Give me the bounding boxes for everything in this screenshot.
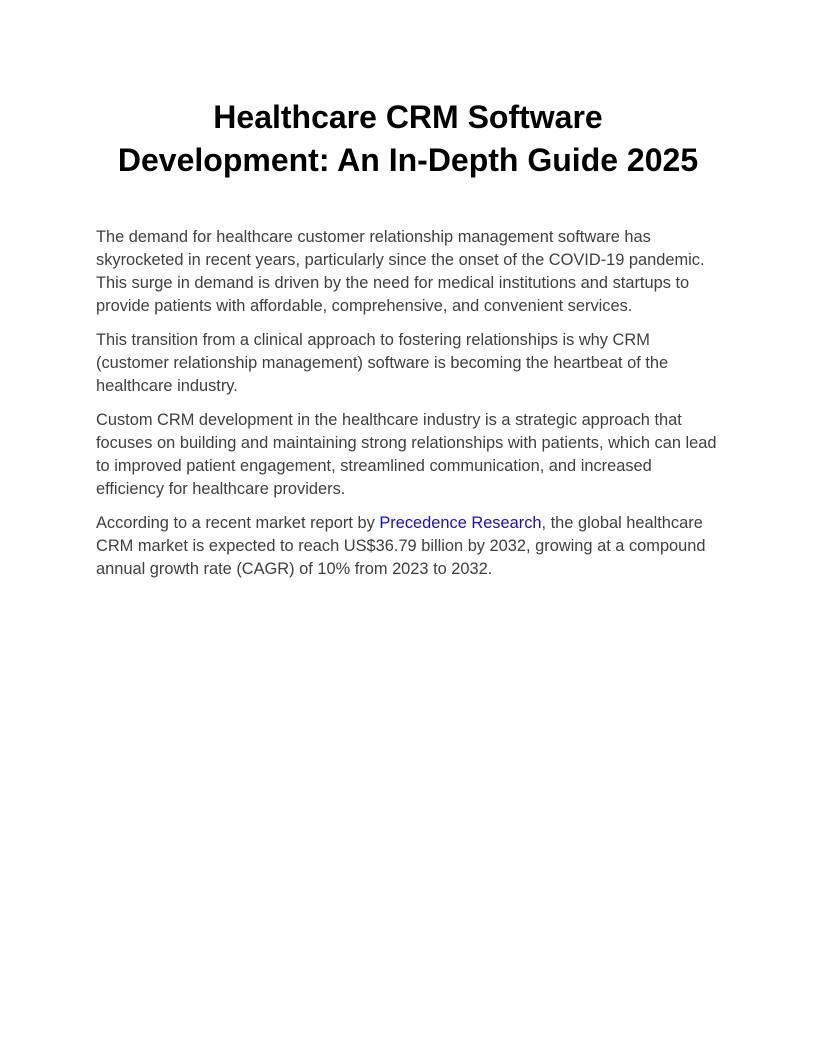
paragraph-4-text-start: According to a recent market report by	[96, 514, 380, 532]
paragraph-1: The demand for healthcare customer relationship management software has skyrocketed in recent years, particularly since the onset of the COVID-19 pandemic. This surge in demand is driven by the need for medical institutions and startups to provide patients with affordable, comprehensive, and convenient services.	[96, 228, 705, 315]
page-title-line-1: Healthcare CRM Software	[213, 99, 603, 135]
page-title	[96, 96, 720, 182]
paragraph-4	[96, 512, 720, 581]
document-body	[96, 226, 720, 581]
paragraph-4-text-end: , the global healthcare CRM market is expected to reach US$36.79 billion by 2032, growing at a compound annual growth rate (CAGR) of 10% from 2023 to 2032.	[96, 514, 706, 578]
paragraph-2: This transition from a clinical approach to fostering relationships is why CRM (customer relationship management) software is becoming the heartbeat of the healthcare industry.	[96, 331, 669, 395]
precedence-research-link[interactable]: Precedence Research	[379, 514, 542, 532]
document-page	[96, 96, 720, 592]
paragraph-3: Custom CRM development in the healthcare industry is a strategic approach that focuses on building and maintaining strong relationships with patients, which can lead to improved patient engagement, streamlined communication, and increased efficiency for healthcare providers.	[96, 411, 717, 498]
page-title-line-2: Development: An In-Depth Guide 2025	[117, 142, 699, 178]
